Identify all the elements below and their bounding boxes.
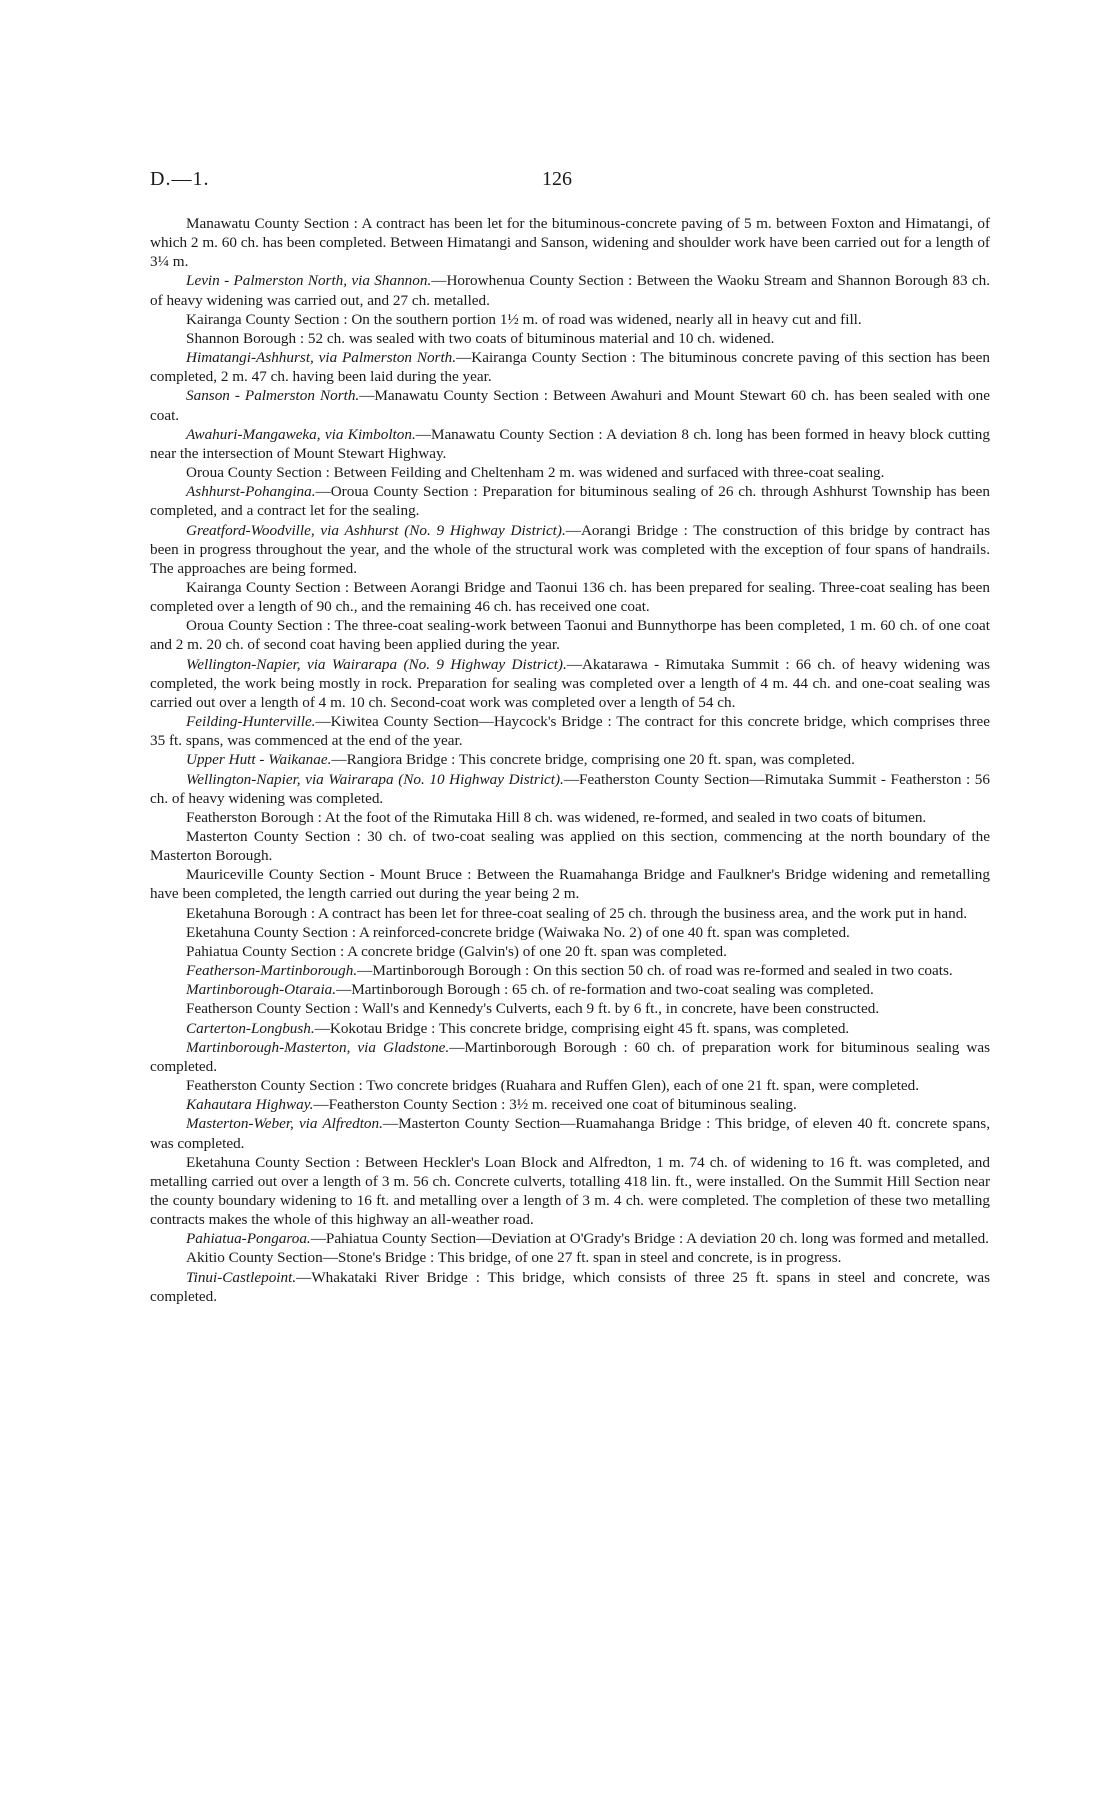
paragraph-text: —Manawatu County Section : Between Awahuri and Mount Stewart 60 ch. has been sealed with one coat.	[150, 387, 990, 424]
paragraph-text: —Whakataki River Bridge : This bridge, which consists of three 25 ft. spans in steel and concrete, was completed.	[150, 1268, 990, 1305]
report-paragraph	[150, 1076, 990, 1095]
report-paragraph	[150, 616, 990, 654]
paragraph-text: —Martinborough Borough : 60 ch. of preparation work for bituminous sealing was completed.	[150, 1038, 990, 1075]
report-paragraph	[150, 1038, 990, 1076]
paragraph-text: Featherston County Section : Two concrete bridges (Ruahara and Ruffen Glen), each of one 21 ft. span, were completed.	[186, 1077, 920, 1095]
section-heading: Sanson - Palmerston North.	[186, 387, 360, 405]
paragraph-text: Kairanga County Section : On the southern portion 1½ m. of road was widened, nearly all in heavy cut and fill.	[186, 310, 862, 328]
paragraph-text: —Martinborough Borough : On this section 50 ch. of road was re-formed and sealed in two coats.	[357, 962, 953, 980]
section-heading: Pahiatua-Pongaroa.	[186, 1230, 311, 1248]
paragraph-text: Masterton County Section : 30 ch. of two-coat sealing was applied on this section, commencing at the north boundary of the Masterton Borough.	[150, 828, 990, 865]
report-paragraph	[150, 271, 990, 309]
report-paragraph	[150, 923, 990, 942]
report-paragraph	[150, 712, 990, 750]
paragraph-text: Akitio County Section—Stone's Bridge : This bridge, of one 27 ft. span in steel and concrete, is in progress.	[186, 1249, 842, 1267]
paragraph-text: Pahiatua County Section : A concrete bridge (Galvin's) of one 20 ft. span was completed.	[186, 942, 727, 960]
report-paragraph	[150, 1248, 990, 1267]
paragraph-text: —Masterton County Section—Ruamahanga Bridge : This bridge, of eleven 40 ft. concrete spans, was completed.	[150, 1115, 990, 1152]
paragraph-text: —Martinborough Borough : 65 ch. of re-formation and two-coat sealing was completed.	[336, 981, 874, 999]
paragraph-text: Oroua County Section : Between Feilding and Cheltenham 2 m. was widened and surfaced with three-coat sealing.	[186, 464, 885, 482]
paragraph-text: —Featherston County Section : 3½ m. received one coat of bituminous sealing.	[313, 1096, 797, 1114]
report-paragraph	[150, 329, 990, 348]
report-paragraph	[150, 521, 990, 578]
section-heading: Feilding-Hunterville.	[186, 713, 316, 731]
section-heading: Ashhurst-Pohangina.	[186, 483, 316, 501]
report-body	[150, 214, 990, 1306]
paragraph-text: —Kairanga County Section : The bituminous concrete paving of this section has been completed, 2 m. 47 ch. having been laid during the year.	[150, 349, 990, 386]
paragraph-text: —Akatarawa - Rimutaka Summit : 66 ch. of heavy widening was completed, the work being mostly in rock. Preparation for sealing was completed over a length of 4 m. 44 ch. and one-coat sealing was carried out over a length of 4 m. 10 ch. Second-coat work was completed over a length of 54 ch.	[150, 655, 990, 711]
report-paragraph	[150, 425, 990, 463]
section-heading: Wellington-Napier, via Wairarapa (No. 10 Highway District).	[186, 770, 564, 788]
section-heading: Tinui-Castlepoint.	[186, 1268, 297, 1286]
report-paragraph	[150, 961, 990, 980]
section-heading: Masterton-Weber, via Alfredton.	[186, 1115, 383, 1133]
report-paragraph	[150, 1114, 990, 1152]
report-paragraph	[150, 348, 990, 386]
section-heading: Martinborough-Otaraia.	[186, 981, 337, 999]
section-heading: Martinborough-Masterton, via Gladstone.	[186, 1038, 450, 1056]
report-paragraph	[150, 578, 990, 616]
paragraph-text: —Horowhenua County Section : Between the Waoku Stream and Shannon Borough 83 ch. of heavy widening was carried out, and 27 ch. metalled.	[150, 272, 991, 309]
report-paragraph	[150, 827, 990, 865]
section-heading: Featherson-Martinborough.	[186, 962, 358, 980]
paragraph-text: —Aorangi Bridge : The construction of this bridge by contract has been in progress throughout the year, and the whole of the structural work was completed with the exception of four spans of handrails. The approaches are being formed.	[150, 521, 990, 577]
report-paragraph	[150, 310, 990, 329]
section-heading: Upper Hutt - Waikanae.	[186, 751, 332, 769]
section-heading: Wellington-Napier, via Wairarapa (No. 9 Highway District).	[186, 655, 567, 673]
paragraph-text: Oroua County Section : The three-coat sealing-work between Taonui and Bunnythorpe has been completed, 1 m. 60 ch. of one coat and 2 m. 20 ch. of second coat having been applied during the year.	[150, 617, 990, 654]
section-heading: Levin - Palmerston North, via Shannon.	[186, 272, 432, 290]
paragraph-text: Mauriceville County Section - Mount Bruce : Between the Ruamahanga Bridge and Faulkner's Bridge widening and remetalling have been completed, the length carried out during the year being 2 m.	[150, 866, 990, 903]
report-paragraph	[150, 463, 990, 482]
paragraph-text: Kairanga County Section : Between Aorangi Bridge and Taonui 136 ch. has been prepared for sealing. Three-coat sealing has been completed over a length of 90 ch., and the remaining 46 ch. has received one coat.	[150, 578, 990, 616]
report-paragraph	[150, 655, 990, 712]
report-paragraph	[150, 1229, 990, 1248]
report-paragraph	[150, 770, 990, 808]
report-paragraph	[150, 214, 990, 271]
paragraph-text: Featherston Borough : At the foot of the Rimutaka Hill 8 ch. was widened, re-formed, and sealed in two coats of bitumen.	[186, 808, 927, 826]
report-paragraph	[150, 1019, 990, 1038]
paragraph-text: —Kiwitea County Section—Haycock's Bridge : The contract for this concrete bridge, which comprises three 35 ft. spans, was commenced at the end of the year.	[150, 713, 990, 750]
section-heading: Greatford-Woodville, via Ashhurst (No. 9 Highway District).	[186, 521, 566, 539]
report-paragraph	[150, 904, 990, 923]
paragraph-text: —Rangiora Bridge : This concrete bridge, comprising one 20 ft. span, was completed.	[331, 751, 855, 769]
section-heading: Himatangi-Ashhurst, via Palmerston North.	[186, 349, 457, 367]
report-paragraph	[150, 1268, 990, 1306]
section-heading: Kahautara Highway.	[186, 1096, 314, 1114]
paragraph-text: —Featherston County Section—Rimutaka Summit - Featherston : 56 ch. of heavy widening was completed.	[150, 770, 990, 807]
paragraph-text: Eketahuna County Section : A reinforced-concrete bridge (Waiwaka No. 2) of one 40 ft. span was completed.	[186, 923, 850, 941]
report-paragraph	[150, 865, 990, 903]
paragraph-text: —Pahiatua County Section—Deviation at O'Grady's Bridge : A deviation 20 ch. long was formed and metalled.	[310, 1230, 989, 1248]
page-header	[150, 168, 964, 196]
paragraph-text: Eketahuna Borough : A contract has been let for three-coat sealing of 25 ch. through the business area, and the work put in hand.	[186, 904, 968, 922]
report-paragraph	[150, 386, 990, 424]
paragraph-text: —Kokotau Bridge : This concrete bridge, comprising eight 45 ft. spans, was completed.	[314, 1019, 850, 1037]
report-paragraph	[150, 980, 990, 999]
report-paragraph	[150, 808, 990, 827]
paragraph-text: Manawatu County Section : A contract has been let for the bituminous-concrete paving of 5 m. between Foxton and Himatangi, of which 2 m. 60 ch. has been completed. Between Himatangi and Sanson, widening and shoulder work have been carried out for a length of 3¼ m.	[150, 215, 990, 271]
report-paragraph	[150, 482, 990, 520]
paragraph-text: —Oroua County Section : Preparation for bituminous sealing of 26 ch. through Ashhurst Township has been completed, and a contract let for the sealing.	[150, 483, 990, 520]
report-paragraph	[150, 1153, 990, 1230]
paragraph-text: Shannon Borough : 52 ch. was sealed with two coats of bituminous material and 10 ch. widened.	[186, 329, 775, 347]
report-paragraph	[150, 1095, 990, 1114]
paragraph-text: Featherson County Section : Wall's and Kennedy's Culverts, each 9 ft. by 6 ft., in concrete, have been constructed.	[186, 1000, 880, 1018]
paragraph-text: —Manawatu County Section : A deviation 8 ch. long has been formed in heavy block cutting near the intersection of Mount Stewart Highway.	[150, 425, 990, 462]
report-paragraph	[150, 750, 990, 769]
report-paragraph	[150, 942, 990, 961]
section-heading: Carterton-Longbush.	[186, 1019, 315, 1037]
report-paragraph	[150, 999, 990, 1018]
paragraph-text: Eketahuna County Section : Between Heckler's Loan Block and Alfredton, 1 m. 74 ch. of widening to 16 ft. was completed, and metalling carried out over a length of 3 m. 56 ch. Concrete culverts, totalling 418 lin. ft., were installed. On the Summit Hill Section near the county boundary widening to 16 ft. and metalling over a length of 3 m. 4 ch. were completed. The completion of these two metalling contracts makes the whole of this highway an all-weather road.	[150, 1153, 990, 1229]
section-heading: Awahuri-Mangaweka, via Kimbolton.	[186, 425, 416, 443]
document-id: D.—1.	[150, 168, 210, 190]
page-number: 126	[542, 168, 572, 190]
